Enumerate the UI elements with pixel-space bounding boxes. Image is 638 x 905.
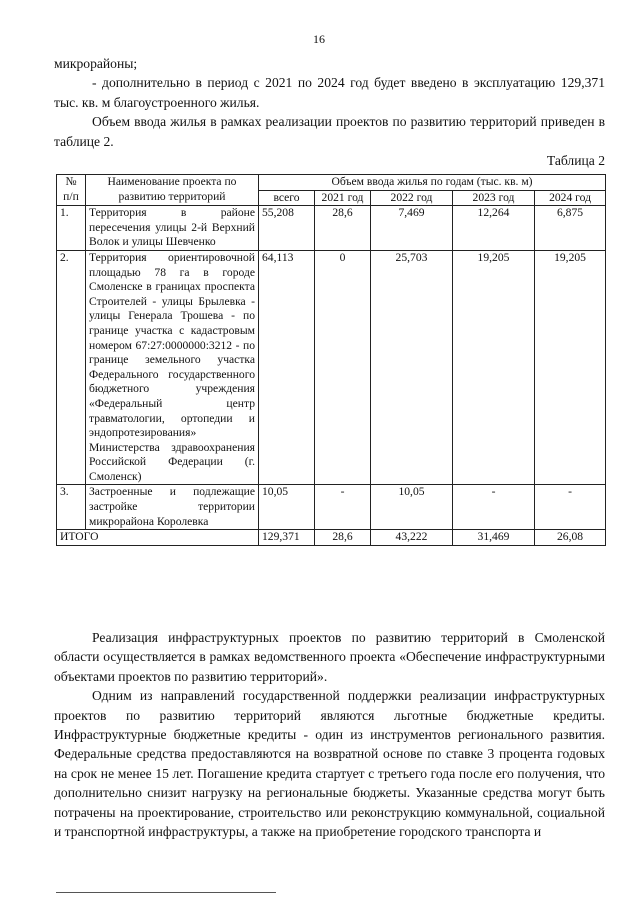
header-year: 2023 год [453,190,535,206]
cell-name: Территория в районе пересечения улицы 2-й Верхний Волок и улицы Шевченко [86,206,259,251]
top-text [54,54,605,170]
cell-2024: 19,205 [535,250,606,485]
cell-2021: 28,6 [315,206,371,251]
header-total: всего [259,190,315,206]
total-label: ИТОГО [57,530,259,546]
footnote-divider [56,892,276,893]
cell-2023: - [453,485,535,530]
paragraph: Одним из направлений государственной поддержки реализации инфраструктурных проектов по развитию территорий являются льготные бюджетные кредиты. Инфраструктурные бюджетные кредиты - один из инструментов регионального развития. Федеральные средства предоставляются на возвратной основе по ставке 3 процента годовых на срок не менее 15 лет. Погашение кредита стартует с третьего года после его получения, что дополнительно снизит нагрузку на региональные бюджеты. Указанные средства могут быть потрачены на проектирование, строительство или реконструкцию коммунальной, социальной и транспортной инфраструктуры, а также на приобретение городского транспорта и [54,688,605,840]
header-group: Объем ввода жилья по годам (тыс. кв. м) [259,175,606,191]
paragraph: Реализация инфраструктурных проектов по развитию территорий в Смоленской области осуществляется в рамках ведомственного проекта «Обеспечение инфраструктурными объектами проектов по развитию территорий». [54,630,605,684]
header-year: 2024 год [535,190,606,206]
cell-2022: 7,469 [371,206,453,251]
cell-2022: 25,703 [371,250,453,485]
paragraph: Объем ввода жилья в рамках реализации проектов по развитию территорий приведен в таблице 2. [54,114,605,149]
total-2023: 31,469 [453,530,535,546]
total-2024: 26,08 [535,530,606,546]
cell-num: 1. [57,206,86,251]
header-year: 2021 год [315,190,371,206]
paragraph: микрорайоны; [54,56,138,71]
table-row [57,485,606,530]
cell-2024: 6,875 [535,206,606,251]
housing-table [56,174,606,546]
cell-2023: 19,205 [453,250,535,485]
total-all: 129,371 [259,530,315,546]
cell-total: 55,208 [259,206,315,251]
paragraph: - дополнительно в период с 2021 по 2024 год будет введено в эксплуатацию 129,371 тыс. кв. м благоустроенного жилья. [54,75,605,110]
page-number: 16 [313,32,325,46]
cell-2023: 12,264 [453,206,535,251]
cell-total: 64,113 [259,250,315,485]
table-total-row [57,530,606,546]
table-row [57,250,606,485]
table-header-row [57,175,606,191]
cell-2021: - [315,485,371,530]
header-num: № п/п [57,175,86,206]
cell-name: Территория ориентировочной площадью 78 га в городе Смоленске в границах проспекта Строителей - улицы Брылевка - улицы Генерала Трошева - по границе участка с кадастровым номером 67:27:0000000:3212 - по границе земельного участка Федерального государственного бюджетного учреждения «Федеральный центр травматологии, ортопедии и эндопротезирования» Министерства здравоохранения Российской Федерации (г. Смоленск) [86,250,259,485]
total-2022: 43,222 [371,530,453,546]
cell-num: 3. [57,485,86,530]
cell-num: 2. [57,250,86,485]
header-name: Наименование проекта по развитию территорий [86,175,259,206]
cell-2024: - [535,485,606,530]
cell-2021: 0 [315,250,371,485]
table-row [57,206,606,251]
table-caption: Таблица 2 [546,153,605,169]
bottom-text [54,628,605,841]
cell-name: Застроенные и подлежащие застройке территории микрорайона Королевка [86,485,259,530]
cell-2022: 10,05 [371,485,453,530]
total-2021: 28,6 [315,530,371,546]
cell-total: 10,05 [259,485,315,530]
header-year: 2022 год [371,190,453,206]
